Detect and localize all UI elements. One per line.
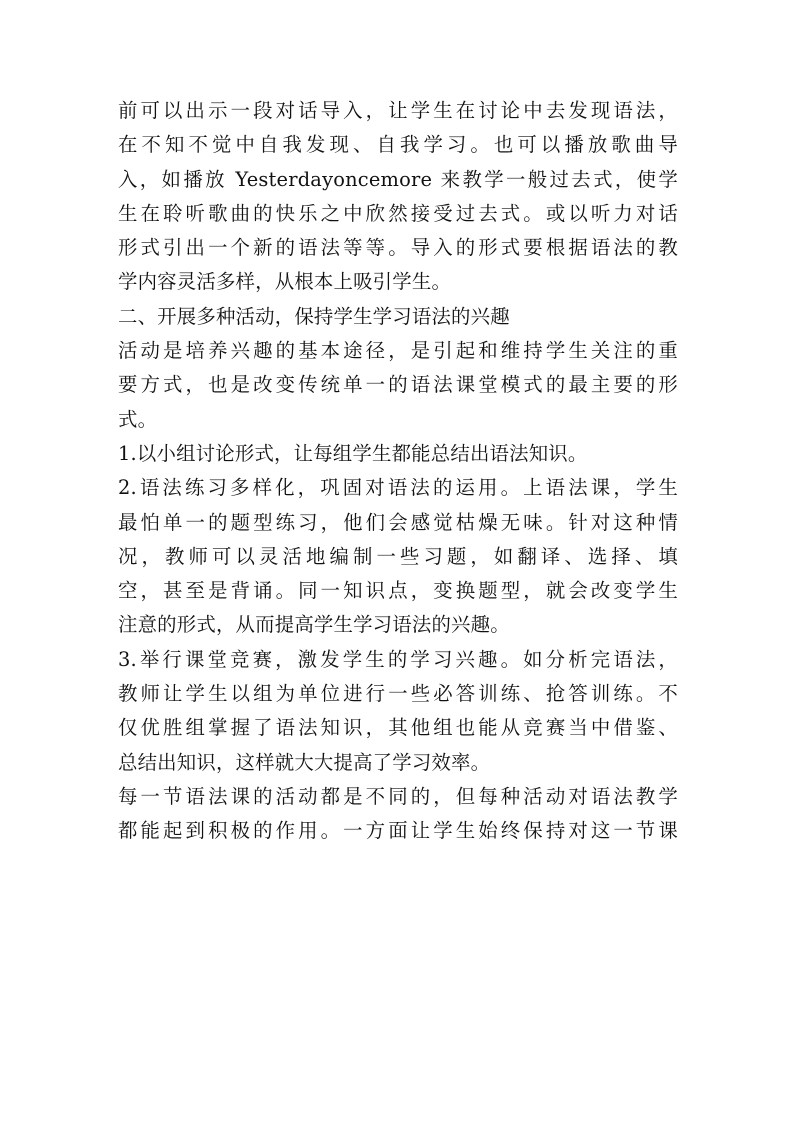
text-line: 教师让学生以组为单位进行一些必答训练、抢答训练。不 [118, 682, 678, 706]
text-line: 入，如播放 Yesterdayoncemore 来教学一般过去式，使学 [118, 167, 678, 191]
text-line: 总结出知识，这样就大大提高了学习效率。 [118, 750, 491, 774]
text-line: 注意的形式，从而提高学生学习语法的兴趣。 [118, 613, 510, 637]
text-line: 2.语法练习多样化，巩固对语法的运用。上语法课，学生 [118, 476, 678, 500]
text-line: 都能起到积极的作用。一方面让学生始终保持对这一节课 [118, 819, 678, 843]
text-line: 每一节语法课的活动都是不同的，但每种活动对语法教学 [118, 784, 678, 808]
text-line: 二、开展多种活动，保持学生学习语法的兴趣 [118, 304, 510, 328]
text-line: 要方式，也是改变传统单一的语法课堂模式的最主要的形 [118, 373, 678, 397]
text-line: 况，教师可以灵活地编制一些习题，如翻译、选择、填 [118, 544, 678, 568]
body-text [118, 94, 678, 849]
text-line: 形式引出一个新的语法等等。导入的形式要根据语法的教 [118, 236, 678, 260]
text-line: 空，甚至是背诵。同一知识点，变换题型，就会改变学生 [118, 579, 678, 603]
text-line: 1.以小组讨论形式，让每组学生都能总结出语法知识。 [118, 441, 588, 465]
text-line: 前可以出示一段对话导入，让学生在讨论中去发现语法， [118, 99, 678, 122]
text-line: 仅优胜组掌握了语法知识，其他组也能从竞赛当中借鉴、 [118, 716, 678, 740]
text-line: 在不知不觉中自我发现、自我学习。也可以播放歌曲导 [118, 133, 678, 157]
text-line: 活动是培养兴趣的基本途径，是引起和维持学生关注的重 [118, 339, 678, 363]
text-line: 学内容灵活多样，从根本上吸引学生。 [118, 270, 452, 294]
text-line: 3.举行课堂竞赛，激发学生的学习兴趣。如分析完语法， [118, 647, 678, 671]
text-line: 生在聆听歌曲的快乐之中欣然接受过去式。或以听力对话 [118, 201, 678, 225]
text-line: 式。 [118, 407, 158, 431]
text-line: 最怕单一的题型练习，他们会感觉枯燥无味。针对这种情 [118, 510, 678, 534]
